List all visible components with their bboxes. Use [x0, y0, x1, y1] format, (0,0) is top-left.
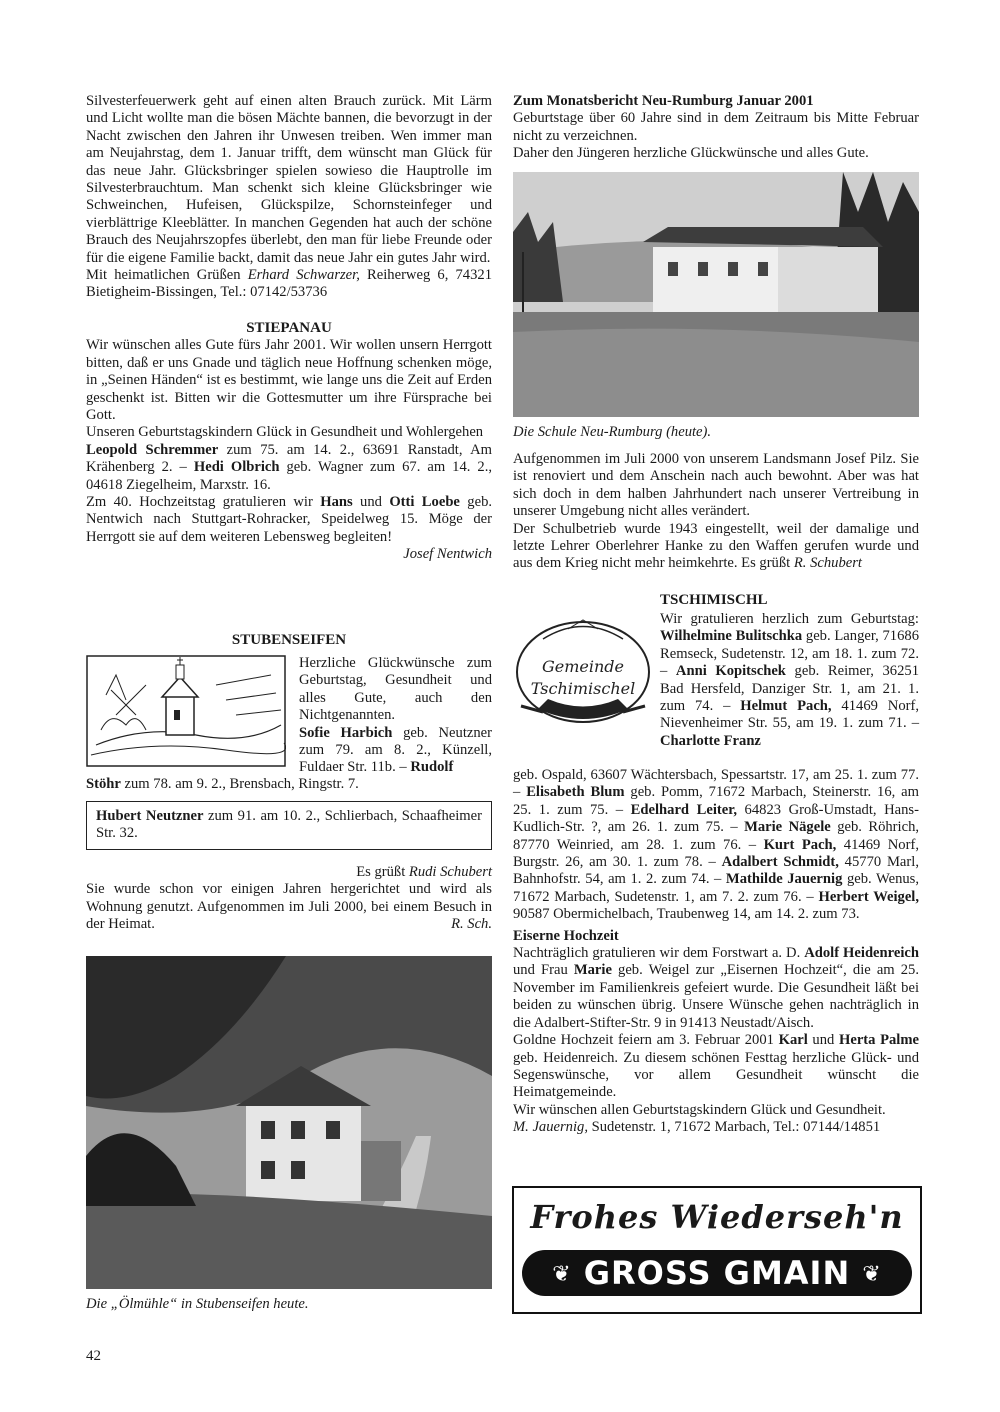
stubenseifen-greeting: Herzliche Glückwünsche zum Geburtstag, Gesundheit und alles Gute, auch den Nichtgenannten.: [299, 655, 492, 724]
tschimischl-text-full: [513, 767, 919, 1137]
tschimischl-logo: [513, 614, 653, 726]
tschimischl-intro: Wir gratulieren herzlich zum Geburtstag: Wilhelmine Bulitschka geb. Langer, 71686 Remseck, Sudetenstr. 12, am 18. 1. zum 72. – Anni Kopitschek geb. Reimer, 36251 Bad Hersfeld, Danziger Str. 1, am 21. 1. zum 74. – Helmut Pach, 41469 Norf, Nievenheimer Str. 55, am 19. 1. zum 71. – Charlotte Franz: [660, 611, 919, 749]
eiserne-hochzeit-text: Nachträglich gratulieren wir dem Forstwart a. D. Adolf Heidenreich und Frau Marie geb. Weigel zur „Eisernen Hochzeit“, die am 25. November im Familienkreis gefeiert wurde. Die Gesundheit läßt bei beiden zu wünschen übrig. Unsere Wünsche gehen nachträglich in die Adalbert-Stifter-Str. 9 in 91413 Neustadt/Aisch.: [513, 945, 919, 1031]
svg-text:Tschimischel: Tschimischel: [530, 679, 636, 698]
subtitle-eiserne-hochzeit: Eiserne Hochzeit: [513, 927, 619, 944]
stiepanau-birthdays: Leopold Schremmer zum 75. am 14. 2., 63691 Ranstadt, Am Krähenberg 2. – Hedi Olbrich geb. Wagner zum 67. am 14. 2., 04618 Ziegelheim, Marxstr. 16.: [86, 441, 493, 493]
ad-banner: [522, 1250, 912, 1296]
advertisement-gross-gmain: [512, 1186, 922, 1314]
house-photo-icon: [86, 956, 492, 1289]
photo-oelmuehle: [86, 956, 492, 1289]
intro-paragraph: Silvesterfeuerwerk geht auf einen alten Brauch zurück. Mit Lärm und Licht wollte man die bösen Mächte bannen, die bevorzugt in der Nacht zwischen den Jahren ihr Unwesen treiben. Wen immer man am Neujahrstag, dem 1. Januar trifft, dem wünscht man Glück für das neue Jahr. Glücksbringer spielen sowieso die Hauptrolle im Silvesterbrauchtum. Man schenkt sich kleine Glücksbringer wie Schweinchen, Hufeisen, Glückspilze, Schornsteinfeger und vierblättrige Kleeblätter. In manchen Gegenden hat auch der schöne Brauch des Neujahrszopfes überlebt, den man für liebe Freunde oder für die eigene Familie backt, damit das neue Jahr ein gutes Jahr wird.: [86, 93, 492, 266]
church-icon: [86, 655, 286, 767]
ad-place-name: GROSS GMAIN: [583, 1254, 851, 1292]
stubenseifen-signature: Es grüßt Rudi Schubert: [356, 864, 492, 880]
goldne-hochzeit-text: Goldne Hochzeit feiern am 3. Februar 2001 Karl und Herta Palme geb. Heidenreich. Zu diesem schönen Festtag herzliche Glück- und Segenswünsche, vor allem Gesundheit wünscht die Heimatgemeinde.: [513, 1032, 920, 1101]
neurumburg-paragraph-1: Geburtstage über 60 Jahre sind in dem Zeitraum bis Mitte Februar nicht zu verzeichnen.: [513, 110, 919, 144]
stubenseifen-text-full: [86, 776, 492, 793]
page-number: 42: [86, 1348, 101, 1364]
church-drawing: [86, 655, 286, 767]
neurumburg-paragraph-3: Aufgenommen im Juli 2000 von unserem Landsmann Josef Pilz. Sie ist renoviert und dem Anschein nach auch bewohnt. Aber was hat sich doch in dem halben Jahrhundert nach unserer Vertreibung in unserer Umgebung nicht alles verändert.: [513, 451, 919, 520]
stiepanau-signature: Josef Nentwich: [403, 546, 492, 563]
stiepanau-paragraph-1: Wir wünschen alles Gute fürs Jahr 2001. Wir wollen unsern Herrgott bitten, daß er uns Gnade und täglich neue Hoffnung schenken möge, in „Seinen Händen“ ist es bestimmt, wie lange uns die Zeit auf Erden geschenkt ist. Bitten wir die Gottesmutter um ihre Fürsprache bei Gott.: [86, 337, 492, 423]
stubenseifen-birthday-2: Stöhr zum 78. am 9. 2., Brensbach, Ringstr. 7.: [86, 776, 359, 792]
stubenseifen-birthday-1: Sofie Harbich geb. Neutzner zum 79. am 8. 2., Künzell, Fuldaer Str. 11b. – Rudolf: [299, 724, 492, 776]
stiepanau-paragraph-2: Unseren Geburtstagskindern Glück in Gesundheit und Wohlergehen: [86, 424, 484, 441]
tschimischl-signature: M. Jauernig, Sudetenstr. 1, 71672 Marbach, Tel.: 07144/14851: [513, 1119, 881, 1136]
highlight-box: [86, 801, 492, 850]
photo-school-neurumburg: [513, 172, 919, 417]
municipality-seal-icon: [513, 614, 653, 726]
section-title-tschimischl: TSCHIMISCHL: [660, 592, 768, 608]
svg-text:Gemeinde: Gemeinde: [541, 657, 625, 676]
stubenseifen-paragraph-2: Sie wurde schon vor einigen Jahren hergerichtet und wird als Wohnung genutzt. Aufgenommen im Juli 2000, bei einem Besuch in der Heimat. R. Sch.: [86, 881, 492, 933]
tschimischl-text-narrow: [660, 611, 919, 750]
neurumburg-paragraph-4: Der Schulbetrieb wurde 1943 eingestellt, weil der damalige und letzte Lehrer Oberlehrer Hanke zu den Waffen gerufen wurde und aus dem Krieg nicht mehr heimkehrte. Es grüßt R. Schubert: [513, 520, 919, 572]
tschimischl-birthdays: geb. Ospald, 63607 Wächtersbach, Spessartstr. 17, am 25. 1. zum 77. – Elisabeth Blum geb. Pomm, 71672 Marbach, Steinerstr. 16, am 25. 1. zum 75. – Edelhard Leiter, 64823 Groß-Umstadt, Hans-Kudlich-Str. ?, am 26. 1. zum 75. – Marie Nägele geb. Röhrich, 87770 Weinried, am 28. 1. zum 76. – Kurt Pach, 41469 Norf, Burgstr. 26, am 30. 1. zum 78. – Adalbert Schmidt, 45770 Marl, Bahnhofstr. 54, am 1. 2. zum 74. – Mathilde Jauernig geb. Wenus, 71672 Marbach, Sudetenstr. 1, am 7. 2. zum 76. – Herbert Weigel, 90587 Obermichelbach, Traubenweg 14, am 14. 2. zum 73.: [513, 767, 920, 923]
photo-school-caption: Die Schule Neu-Rumburg (heute).: [513, 424, 712, 440]
section-title-stubenseifen: STUBENSEIFEN: [231, 632, 347, 648]
stubenseifen-text-right: [299, 655, 492, 777]
neurumburg-text: [513, 451, 919, 573]
left-column-top: [86, 93, 492, 564]
closing-wish: Wir wünschen allen Geburtstagskindern Glück und Gesundheit.: [513, 1101, 886, 1118]
ornament-right-icon: ❦: [862, 1262, 882, 1287]
section-title-stiepanau: STIEPANAU: [246, 319, 332, 336]
photo-oelmuehle-caption: Die „Ölmühle“ in Stubenseifen heute.: [86, 1296, 309, 1312]
highlight-box-text: Hubert Neutzner zum 91. am 10. 2., Schlierbach, Schaafheimer Str. 32.: [96, 808, 482, 842]
stiepanau-anniversary: Zm 40. Hochzeitstag gratulieren wir Hans und Otti Loebe geb. Nentwich nach Stuttgart-Rohracker, Speidelweg 15. Möge der Herrgott sie auf dem weiteren Lebensweg begleiten!: [86, 493, 493, 545]
neurumburg-paragraph-2: Daher den Jüngeren herzliche Glückwünsche und alles Gute.: [513, 145, 869, 162]
greeting: Mit heimatlichen Grüßen Erhard Schwarzer, Reiherweg 6, 74321 Bietigheim-Bissingen, Tel.: 07142/53736: [86, 267, 492, 301]
ad-slogan: Frohes Wiederseh'n: [530, 1198, 904, 1236]
section-title-neurumburg: Zum Monatsbericht Neu-Rumburg Januar 2001: [513, 93, 814, 109]
ornament-left-icon: ❦: [552, 1262, 572, 1287]
right-column-top: [513, 93, 919, 163]
stubenseifen-bottom: [86, 864, 492, 934]
school-photo-icon: [513, 172, 919, 417]
